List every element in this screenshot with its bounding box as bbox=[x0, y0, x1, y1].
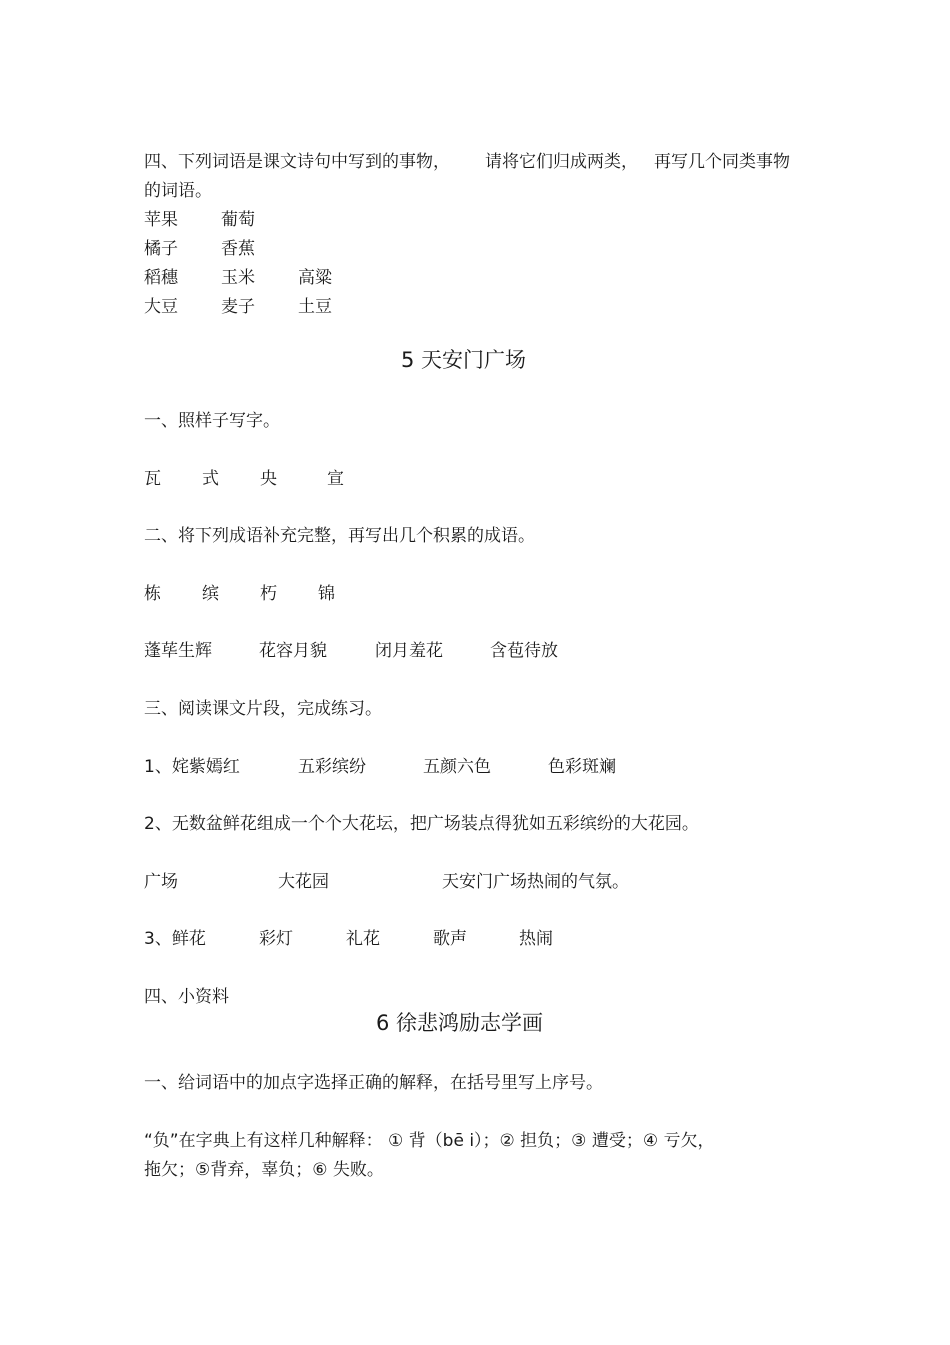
word: 土豆 bbox=[298, 297, 332, 317]
char: 宣 bbox=[327, 469, 344, 489]
s4-q4-line1-c: 再写几个同类事物 bbox=[654, 152, 790, 172]
q3-2b-item: 天安门广场热闹的气氛。 bbox=[442, 872, 629, 892]
idiom: 蓬荜生辉 bbox=[144, 641, 212, 661]
s4-q4-line1-a: 四、下列词语是课文诗句中写到的事物， bbox=[144, 152, 450, 172]
q3-2b-item: 大花园 bbox=[278, 872, 329, 892]
char: 缤 bbox=[202, 584, 219, 604]
q3-1-item: 色彩斑斓 bbox=[548, 757, 616, 777]
lesson5-q3-2: 2、无数盆鲜花组成一个个大花坛，把广场装点得犹如五彩缤纷的大花园。 bbox=[144, 814, 699, 834]
q3-1-item: 五彩缤纷 bbox=[298, 757, 366, 777]
word: 大豆 bbox=[144, 297, 178, 317]
word: 苹果 bbox=[144, 210, 178, 230]
idiom: 闭月羞花 bbox=[375, 641, 443, 661]
char: 锦 bbox=[318, 584, 335, 604]
char: 央 bbox=[260, 469, 277, 489]
s4-q4-line2: 的词语。 bbox=[144, 181, 212, 201]
q3-2b-item: 广场 bbox=[144, 872, 178, 892]
q3-1-item: 1、姹紫嫣红 bbox=[144, 757, 240, 777]
q3-1-item: 五颜六色 bbox=[423, 757, 491, 777]
lesson6-q1: 一、给词语中的加点字选择正确的解释，在括号里写上序号。 bbox=[144, 1073, 603, 1093]
q3-3-item: 歌声 bbox=[433, 929, 467, 949]
word: 稻穗 bbox=[144, 268, 178, 288]
char: 朽 bbox=[260, 584, 277, 604]
q3-3-item: 3、鲜花 bbox=[144, 929, 206, 949]
word: 高粱 bbox=[298, 268, 332, 288]
char: 瓦 bbox=[144, 469, 161, 489]
idiom: 花容月貌 bbox=[259, 641, 327, 661]
lesson5-q2: 二、将下列成语补充完整，再写出几个积累的成语。 bbox=[144, 526, 535, 546]
word: 香蕉 bbox=[221, 239, 255, 259]
lesson5-title: 5 天安门广场 bbox=[401, 348, 527, 372]
char: 式 bbox=[202, 469, 219, 489]
s4-q4-line1-b: 请将它们归成两类， bbox=[485, 152, 638, 172]
word: 玉米 bbox=[221, 268, 255, 288]
lesson5-q4: 四、小资料 bbox=[144, 987, 229, 1007]
lesson6-title: 6 徐悲鸿励志学画 bbox=[376, 1011, 544, 1035]
lesson6-line2: 拖欠；⑤背弃，辜负；⑥ 失败。 bbox=[144, 1160, 384, 1180]
lesson6-line1: “负”在字典上有这样几种解释： ① 背（bē i）；② 担负；③ 遭受；④ 亏欠， bbox=[144, 1131, 715, 1151]
lesson5-q3: 三、阅读课文片段，完成练习。 bbox=[144, 699, 382, 719]
char: 栋 bbox=[144, 584, 161, 604]
q3-3-item: 热闹 bbox=[519, 929, 553, 949]
lesson5-q1: 一、照样子写字。 bbox=[144, 411, 280, 431]
q3-3-item: 彩灯 bbox=[259, 929, 293, 949]
word: 橘子 bbox=[144, 239, 178, 259]
word: 麦子 bbox=[221, 297, 255, 317]
word: 葡萄 bbox=[221, 210, 255, 230]
q3-3-item: 礼花 bbox=[346, 929, 380, 949]
idiom: 含苞待放 bbox=[490, 641, 558, 661]
